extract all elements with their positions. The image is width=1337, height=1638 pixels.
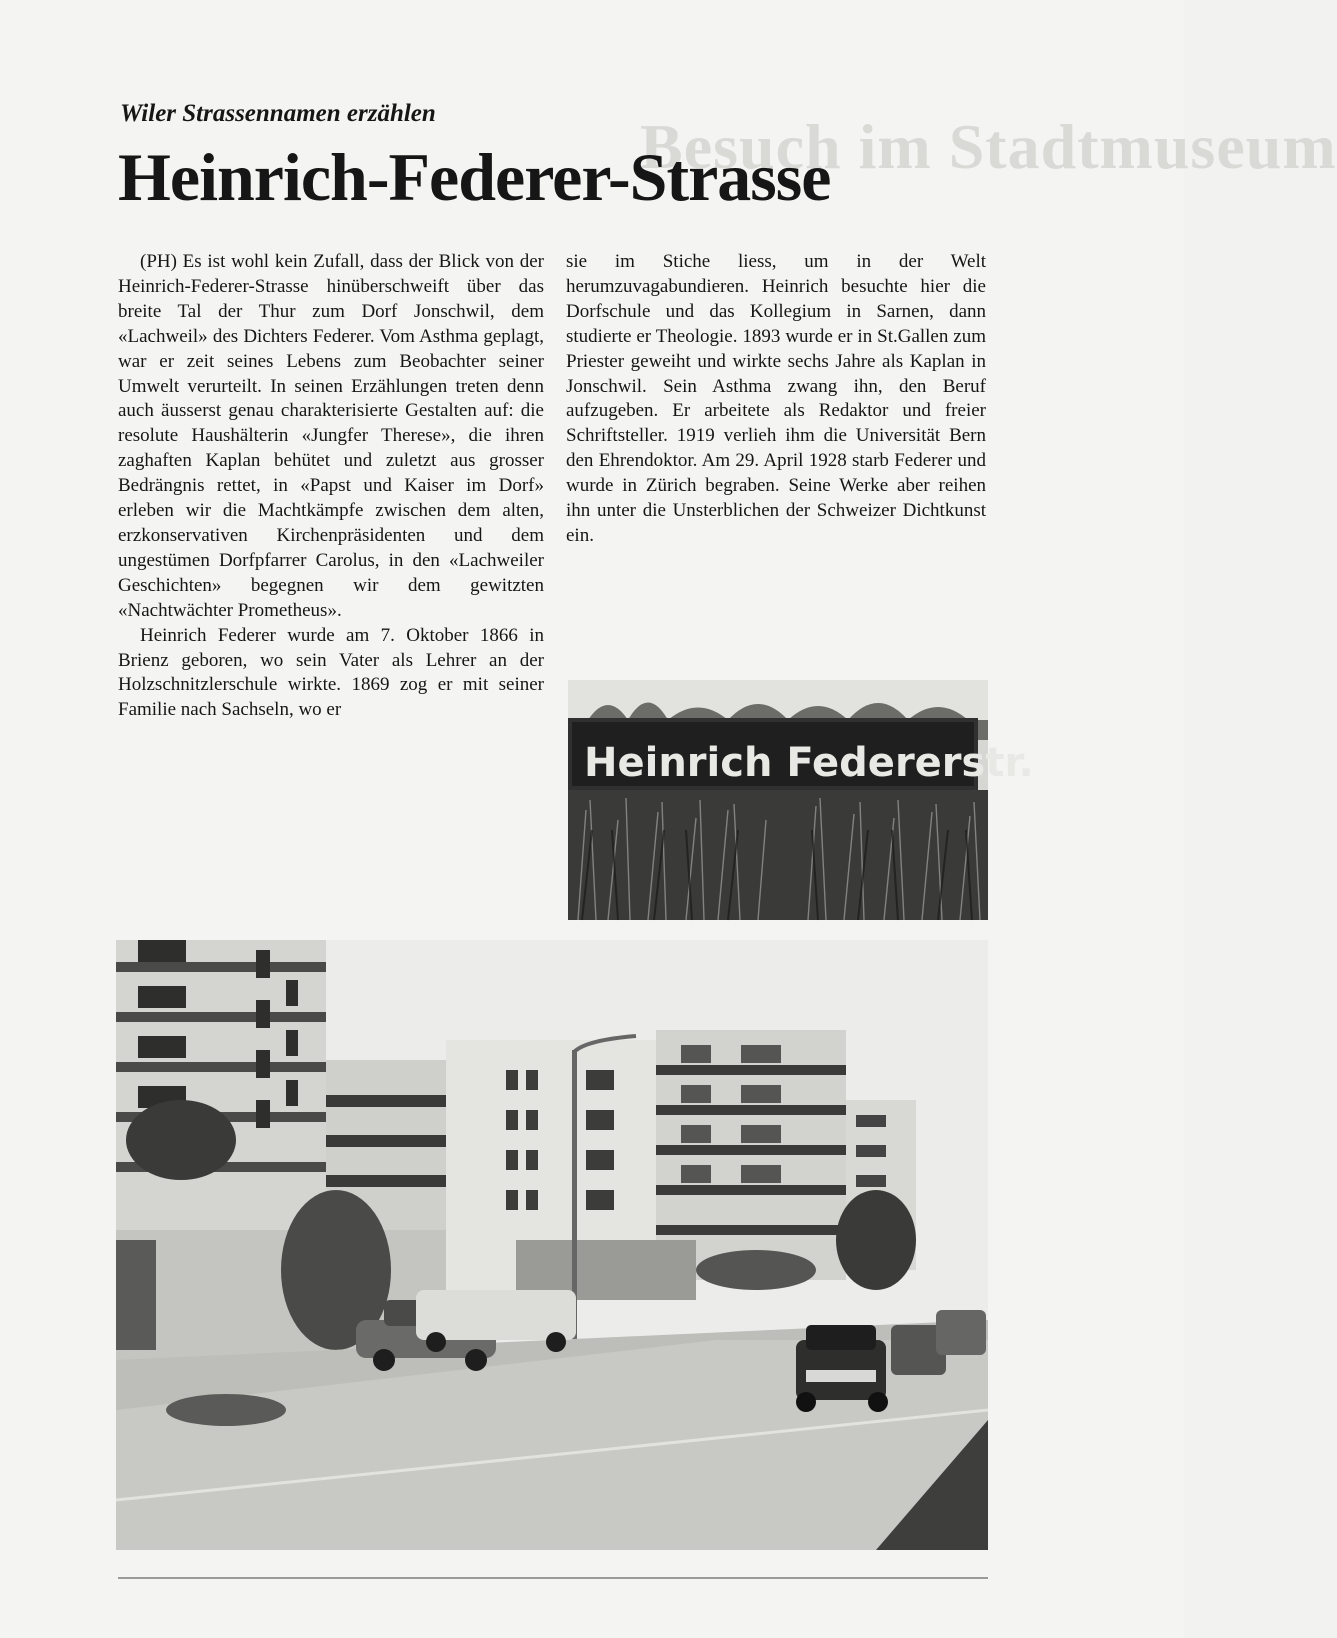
street-sign-text: Heinrich Federerstr. (584, 740, 1034, 786)
article-column-right (566, 250, 986, 650)
paragraph-3: sie im Stiche liess, um in der Welt herumzuvagabundieren. Heinrich besuchte hier die Dorfschule und das Kollegium in Sarnen, dann studierte er Theologie. 1893 wurde er in St.Gallen zum Priester geweiht und wirkte sechs Jahre als Kaplan in Jonschwil. Sein Asthma zwang ihn, den Beruf aufzugeben. Er arbeitete als Redaktor und freier Schriftsteller. 1919 verlieh ihm die Universität Bern den Ehrendoktor. Am 29. April 1928 starb Federer und wurde in Zürich begraben. Seine Werke aber reihen ihn unter die Unsterblichen der Schweizer Dichtkunst ein. (566, 251, 986, 546)
street-sign-image (568, 680, 1034, 920)
background-headline-bleedthrough: Besuch im Stadtmuseum (640, 111, 1337, 182)
paragraph-1: (PH) Es ist wohl kein Zufall, dass der Blick von der Heinrich-Federer-Strasse hinüberschweift über das breite Tal der Thur zum Dorf Jonschwil, dem «Lachweil» des Dichters Federer. Vom Asthma geplagt, war er zeit seines Lebens zum Beobachter seiner Umwelt verurteilt. In seinen Erzählungen treten denn auch äusserst genau charakterisierte Gestalten auf: die resolute Haushälterin «Jungfer Therese», die ihren zaghaften Kaplan behütet und zuletzt aus grosser Bedrängnis rettet, in «Papst und Kaiser im Dorf» erleben wir die Machtkämpfe zwischen dem alten, erzkonservativen Kirchenpräsidenten und dem ungestümen Dorfpfarrer Carolus, in den «Lachweiler Geschichten» begegnen wir dem gewitzten «Nachtwächter Prometheus». (118, 251, 544, 621)
paragraph-2: Heinrich Federer wurde am 7. Oktober 1866 in Brienz geboren, wo sein Vater als Lehrer an der Holzschnitzlerschule wirkte. 1869 zog er mit seiner Familie nach Sachseln, wo er (118, 624, 544, 721)
street-scene-image (116, 940, 988, 1550)
street-sign-photo (568, 680, 1034, 920)
article-column-left (118, 250, 544, 930)
article-kicker: Wiler Strassennamen erzählen (120, 100, 436, 127)
street-scene-photo (116, 940, 988, 1550)
bottom-rule (118, 1577, 988, 1579)
article-headline: Heinrich-Federer-Strasse (118, 139, 831, 215)
